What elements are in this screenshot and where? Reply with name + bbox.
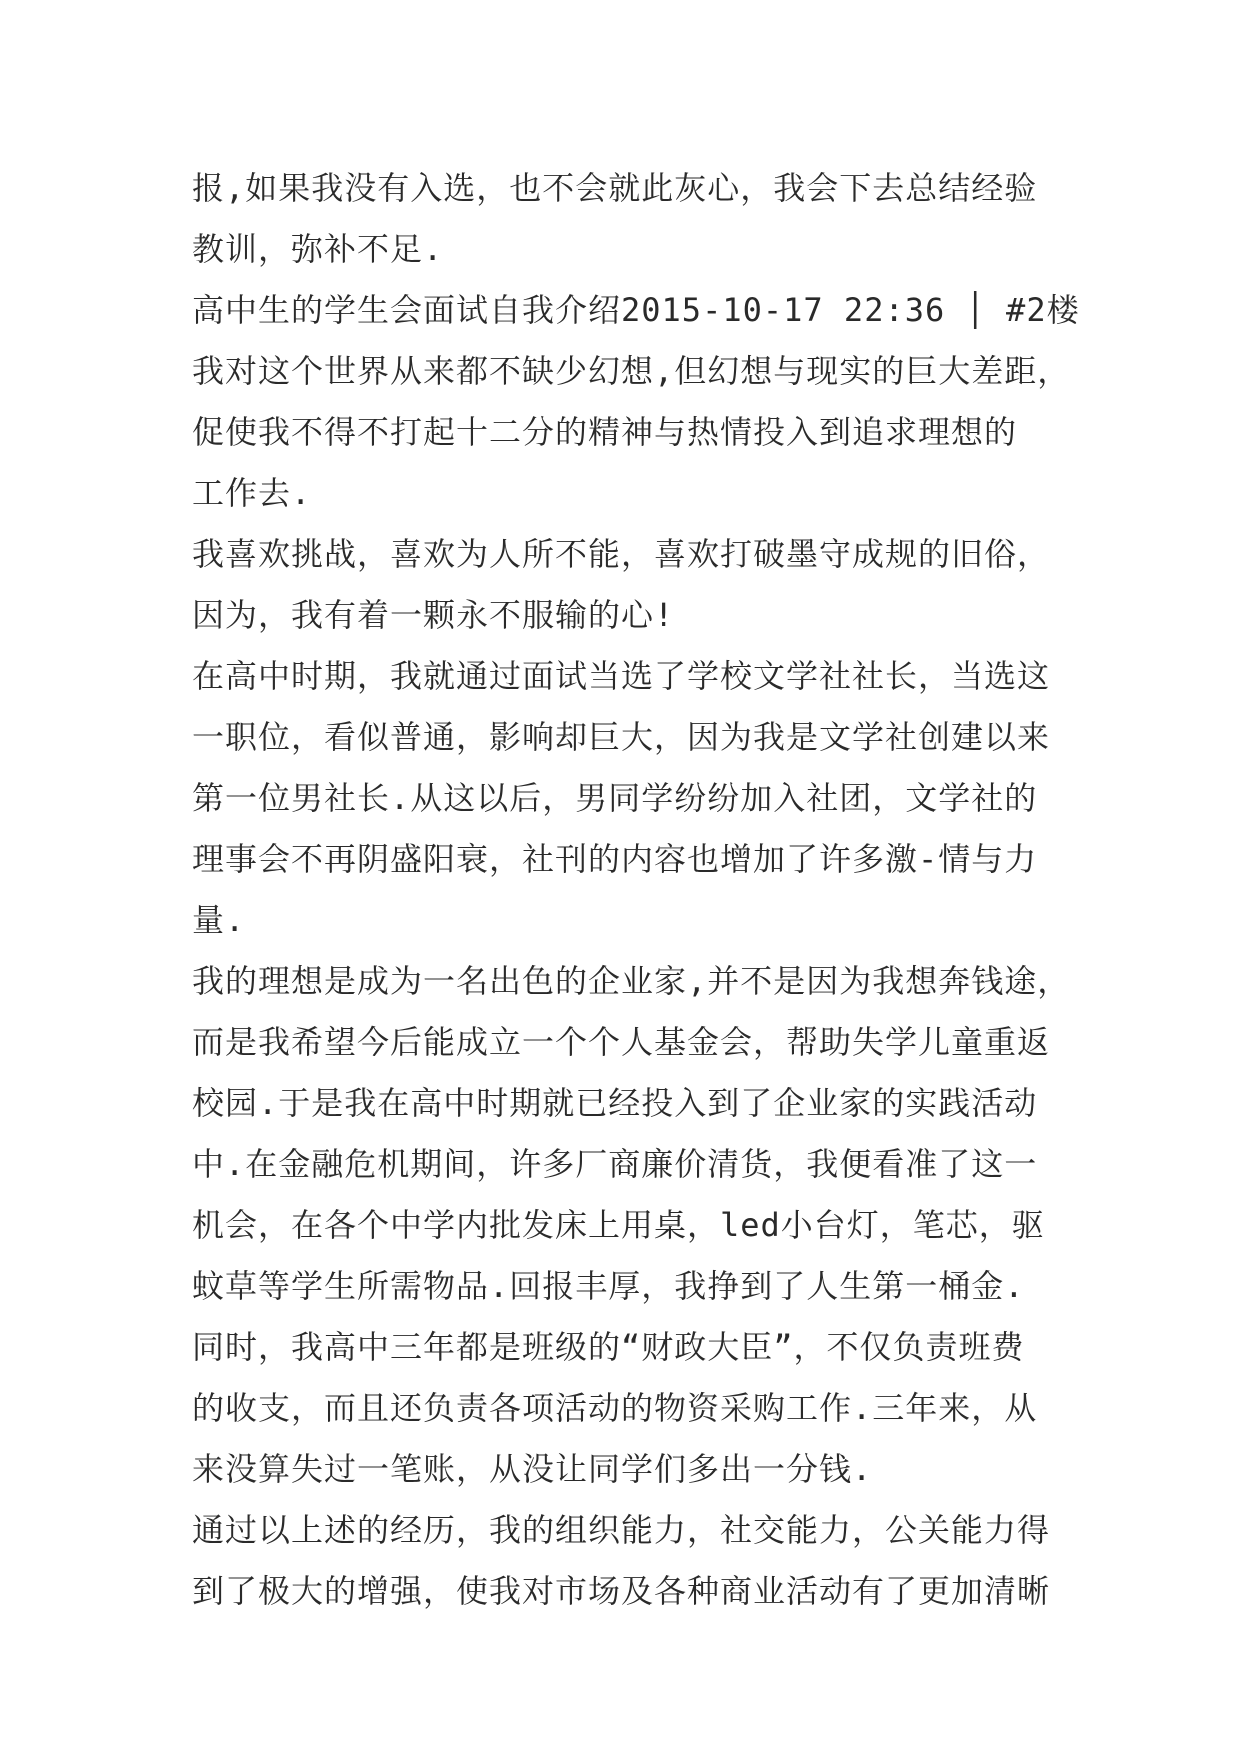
text-line: 来没算失过一笔账，从没让同学们多出一分钱. [192, 1450, 873, 1488]
text-line: 中.在金融危机期间，许多厂商廉价清货，我便看准了这一 [192, 1145, 1038, 1183]
text-line: 工作去. [192, 474, 312, 512]
text-line: 的收支，而且还负责各项活动的物资采购工作.三年来，从 [192, 1389, 1038, 1427]
text-line: 促使我不得不打起十二分的精神与热情投入到追求理想的 [192, 413, 1018, 451]
text-line: 一职位，看似普通，影响却巨大，因为我是文学社创建以来 [192, 718, 1051, 756]
text-line: 同时，我高中三年都是班级的“财政大臣”，不仅负责班费 [192, 1328, 1025, 1366]
text-line: 第一位男社长.从这以后，男同学纷纷加入社团，文学社的 [192, 779, 1038, 817]
text-line: 到了极大的增强，使我对市场及各种商业活动有了更加清晰 [192, 1572, 1051, 1610]
text-line: 我的理想是成为一名出色的企业家,并不是因为我想奔钱途， [192, 962, 1071, 1000]
text-line: 通过以上述的经历，我的组织能力，社交能力，公关能力得 [192, 1511, 1051, 1549]
text-line: 蚊草等学生所需物品.回报丰厚，我挣到了人生第一桶金. [192, 1267, 1025, 1305]
text-line: 教训，弥补不足. [192, 230, 444, 268]
text-line: 校园.于是我在高中时期就已经投入到了企业家的实践活动 [192, 1084, 1038, 1122]
post-header-line: 高中生的学生会面试自我介绍2015-10-17 22:36 │ #2楼 [192, 291, 1080, 329]
text-line: 而是我希望今后能成立一个个人基金会，帮助失学儿童重返 [192, 1023, 1051, 1061]
text-line: 我喜欢挑战，喜欢为人所不能，喜欢打破墨守成规的旧俗， [192, 535, 1051, 573]
body-text [192, 158, 1080, 1622]
text-line: 在高中时期，我就通过面试当选了学校文学社社长，当选这 [192, 657, 1051, 695]
text-line: 我对这个世界从来都不缺少幻想,但幻想与现实的巨大差距， [192, 352, 1071, 390]
text-line: 报,如果我没有入选，也不会就此灰心，我会下去总结经验 [192, 169, 1038, 207]
text-line: 机会，在各个中学内批发床上用桌，led小台灯，笔芯，驱 [192, 1206, 1045, 1244]
text-line: 理事会不再阴盛阳衰，社刊的内容也增加了许多激-情与力 [192, 840, 1038, 878]
text-line: 量. [192, 901, 246, 939]
text-line: 因为，我有着一颗永不服输的心! [192, 596, 675, 634]
